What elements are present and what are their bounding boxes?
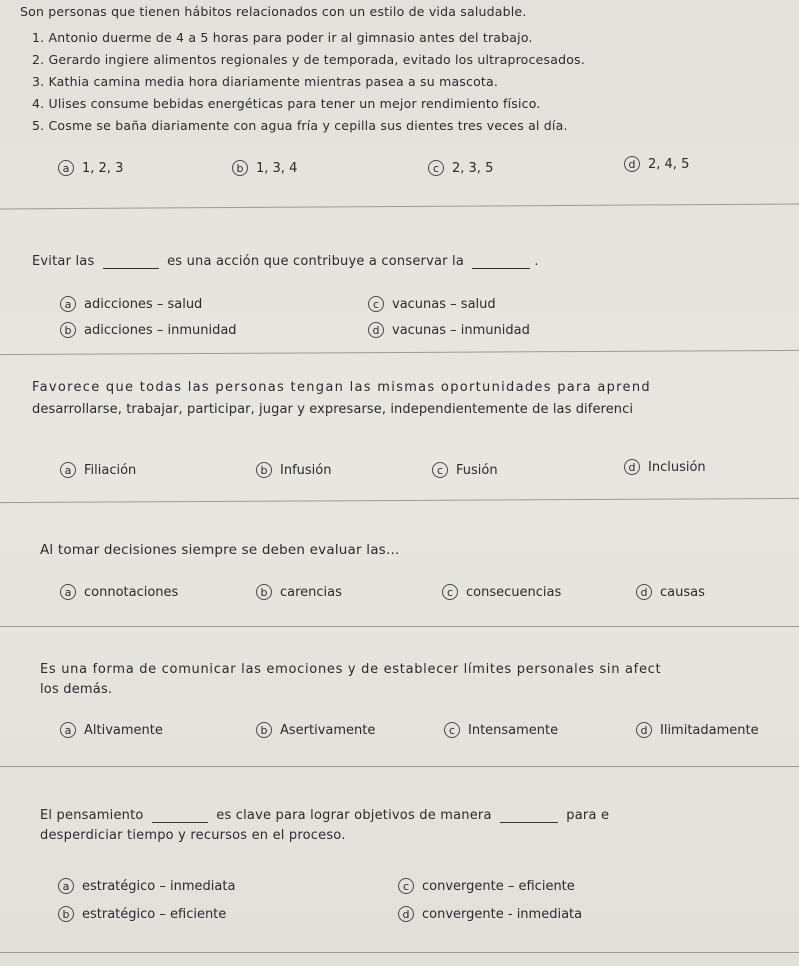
option-text: 1, 3, 4 xyxy=(256,160,298,176)
option-text: Inclusión xyxy=(648,459,706,475)
option-letter: a xyxy=(60,296,76,312)
q1-item-3: 3. Kathia camina media hora diariamente mientras pasea a su mascota. xyxy=(32,74,499,89)
q6-option-d[interactable] xyxy=(398,906,582,922)
option-text: convergente – eficiente xyxy=(422,878,575,894)
option-letter: a xyxy=(58,878,74,894)
option-letter: d xyxy=(624,156,640,172)
q2-prompt-middle: es una acción que contribuye a conservar la xyxy=(167,254,464,269)
option-text: Fusión xyxy=(456,462,498,478)
q5-option-b[interactable] xyxy=(256,722,375,738)
q5-option-a[interactable] xyxy=(60,722,163,738)
option-text: vacunas – inmunidad xyxy=(392,322,530,338)
option-letter: c xyxy=(428,160,444,176)
option-letter: c xyxy=(444,722,460,738)
q2-option-c[interactable] xyxy=(368,296,496,312)
q5-option-d[interactable] xyxy=(636,722,759,738)
q1-item-1: 1. Antonio duerme de 4 a 5 horas para poder ir al gimnasio antes del trabajo. xyxy=(32,30,533,45)
option-text: Ilimitadamente xyxy=(660,722,759,738)
option-text: adicciones – inmunidad xyxy=(84,322,237,338)
q2-prompt xyxy=(32,254,539,269)
q2-option-a[interactable] xyxy=(60,296,202,312)
q3-text-line-1: Favorece que todas las personas tengan las mismas oportunidades para aprend xyxy=(32,380,651,395)
option-text: causas xyxy=(660,584,705,600)
option-text: 1, 2, 3 xyxy=(82,160,124,176)
option-text: Asertivamente xyxy=(280,722,376,738)
option-letter: b xyxy=(232,160,248,176)
answer-blank xyxy=(500,822,558,823)
q4-option-d[interactable] xyxy=(636,584,705,600)
option-text: connotaciones xyxy=(84,584,179,600)
divider xyxy=(0,766,799,767)
q6-prompt-after: para e xyxy=(566,808,610,823)
answer-blank xyxy=(472,268,530,269)
q6-text-line-2: desperdiciar tiempo y recursos en el proceso. xyxy=(40,828,346,843)
q6-prompt xyxy=(40,808,609,823)
q5-text-line-1: Es una forma de comunicar las emociones y de establecer límites personales sin afect xyxy=(40,662,662,677)
q3-option-b[interactable] xyxy=(256,462,331,478)
q1-option-a[interactable] xyxy=(58,160,123,176)
q6-prompt-middle: es clave para lograr objetivos de manera xyxy=(216,808,492,823)
option-letter: d xyxy=(624,459,640,475)
option-letter: b xyxy=(256,722,272,738)
option-letter: a xyxy=(60,722,76,738)
q4-option-c[interactable] xyxy=(442,584,561,600)
option-letter: d xyxy=(398,906,414,922)
q3-text-line-2: desarrollarse, trabajar, participar, jugar y expresarse, independientemente de las diferenci xyxy=(32,402,634,417)
q6-option-c[interactable] xyxy=(398,878,575,894)
divider xyxy=(0,952,799,953)
option-text: 2, 4, 5 xyxy=(648,156,690,172)
q1-item-5: 5. Cosme se baña diariamente con agua fría y cepilla sus dientes tres veces al día. xyxy=(32,118,568,133)
option-text: Intensamente xyxy=(468,722,559,738)
q2-prompt-before: Evitar las xyxy=(32,254,95,269)
q1-title: Son personas que tienen hábitos relacionados con un estilo de vida saludable. xyxy=(20,4,527,19)
divider xyxy=(0,204,799,210)
option-text: Altivamente xyxy=(84,722,163,738)
q5-option-c[interactable] xyxy=(444,722,558,738)
q1-option-c[interactable] xyxy=(428,160,493,176)
option-text: consecuencias xyxy=(466,584,562,600)
divider xyxy=(0,626,799,627)
q4-option-b[interactable] xyxy=(256,584,342,600)
option-letter: c xyxy=(368,296,384,312)
option-letter: a xyxy=(60,462,76,478)
option-letter: c xyxy=(432,462,448,478)
q2-option-b[interactable] xyxy=(60,322,237,338)
option-letter: b xyxy=(256,584,272,600)
option-letter: a xyxy=(58,160,74,176)
option-text: estratégico – inmediata xyxy=(82,878,236,894)
q3-option-a[interactable] xyxy=(60,462,136,478)
divider xyxy=(0,350,799,355)
option-text: Infusión xyxy=(280,462,332,478)
q5-text-line-2: los demás. xyxy=(40,682,113,697)
option-letter: c xyxy=(442,584,458,600)
option-text: vacunas – salud xyxy=(392,296,496,312)
q1-item-2: 2. Gerardo ingiere alimentos regionales y de temporada, evitado los ultraprocesados. xyxy=(32,52,585,67)
option-letter: d xyxy=(636,584,652,600)
divider xyxy=(0,498,799,503)
answer-blank xyxy=(103,268,159,269)
option-letter: b xyxy=(58,906,74,922)
q2-option-d[interactable] xyxy=(368,322,530,338)
q3-option-d[interactable] xyxy=(624,459,706,475)
option-text: 2, 3, 5 xyxy=(452,160,494,176)
option-letter: b xyxy=(256,462,272,478)
q4-text: Al tomar decisiones siempre se deben evaluar las… xyxy=(40,542,400,558)
option-text: adicciones – salud xyxy=(84,296,203,312)
option-text: estratégico – eficiente xyxy=(82,906,227,922)
option-letter: b xyxy=(60,322,76,338)
q4-option-a[interactable] xyxy=(60,584,178,600)
option-letter: d xyxy=(368,322,384,338)
option-text: Filiación xyxy=(84,462,137,478)
q1-option-d[interactable] xyxy=(624,156,689,172)
q2-prompt-after: . xyxy=(534,254,539,269)
q6-prompt-before: El pensamiento xyxy=(40,808,144,823)
q6-option-a[interactable] xyxy=(58,878,235,894)
answer-blank xyxy=(152,822,208,823)
q6-option-b[interactable] xyxy=(58,906,226,922)
option-letter: d xyxy=(636,722,652,738)
option-letter: c xyxy=(398,878,414,894)
q3-option-c[interactable] xyxy=(432,462,498,478)
q1-item-4: 4. Ulises consume bebidas energéticas para tener un mejor rendimiento físico. xyxy=(32,96,541,111)
option-text: convergente - inmediata xyxy=(422,906,583,922)
option-text: carencias xyxy=(280,584,342,600)
option-letter: a xyxy=(60,584,76,600)
q1-option-b[interactable] xyxy=(232,160,297,176)
